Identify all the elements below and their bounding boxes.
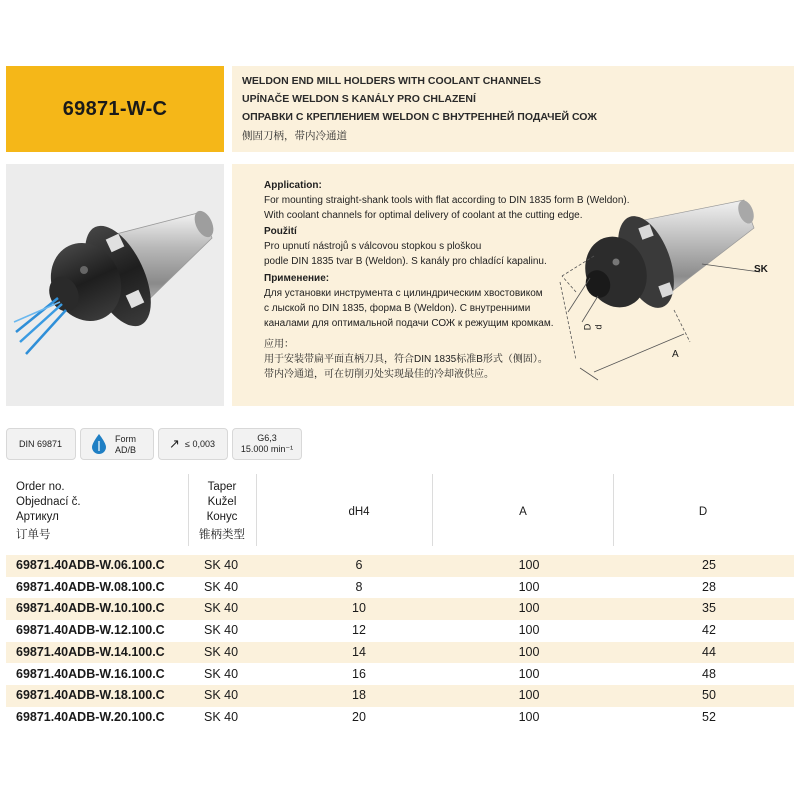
header-divider bbox=[432, 474, 433, 546]
a-cell: 100 bbox=[518, 688, 540, 703]
order-number-cell: 69871.40ADB-W.18.100.C bbox=[16, 688, 165, 703]
header-order-ru: Артикул bbox=[16, 511, 59, 523]
taper-cell: SK 40 bbox=[204, 601, 239, 616]
order-number-cell: 69871.40ADB-W.06.100.C bbox=[16, 558, 165, 572]
table-row bbox=[6, 598, 794, 620]
drawing-label-d-upper: D bbox=[582, 323, 593, 331]
d-cell: 50 bbox=[702, 688, 716, 703]
header-taper-en: Taper bbox=[207, 481, 237, 493]
dh4-cell: 14 bbox=[352, 644, 366, 659]
dh4-cell: 20 bbox=[352, 709, 366, 724]
application-heading-en: Application: bbox=[264, 180, 322, 191]
a-cell: 100 bbox=[518, 558, 540, 572]
order-number-cell: 69871.40ADB-W.14.100.C bbox=[16, 644, 165, 659]
application-text-cn-1: 用于安装带扁平面直柄刀具，符合DIN 1835标准B形式（侧固）。 bbox=[264, 354, 548, 365]
order-number-cell: 69871.40ADB-W.16.100.C bbox=[16, 666, 165, 681]
title-en: WELDON END MILL HOLDERS WITH COOLANT CHANNELS bbox=[242, 75, 542, 87]
application-text-en-1: For mounting straight-shank tools with flat according to DIN 1835 form B (Weldon). bbox=[264, 195, 630, 206]
drawing-label-d-lower: d bbox=[593, 324, 604, 330]
table-row bbox=[6, 555, 794, 577]
taper-cell: SK 40 bbox=[204, 666, 239, 681]
description-panel bbox=[232, 164, 794, 406]
product-photo-panel bbox=[6, 164, 224, 406]
form-badge bbox=[80, 428, 154, 460]
d-cell: 44 bbox=[702, 644, 716, 659]
order-number-cell: 69871.40ADB-W.08.100.C bbox=[16, 579, 165, 594]
application-text-cz-2: podle DIN 1835 tvar B (Weldon). S kanály pro chladící kapalinu. bbox=[264, 256, 547, 267]
header-order-cz: Objednací č. bbox=[16, 496, 81, 508]
application-heading-ru: Применение: bbox=[264, 273, 330, 284]
d-cell: 25 bbox=[702, 558, 716, 572]
title-ru: ОПРАВКИ С КРЕПЛЕНИЕМ WELDON С ВНУТРЕННЕЙ ПОДАЧЕЙ СОЖ bbox=[242, 111, 597, 123]
a-cell: 100 bbox=[518, 601, 540, 616]
dh4-cell: 16 bbox=[352, 666, 366, 681]
application-heading-cn: 应用： bbox=[264, 339, 294, 350]
taper-cell: SK 40 bbox=[204, 558, 239, 572]
application-text-en-2: With coolant channels for optimal delivery of coolant at the cutting edge. bbox=[264, 210, 583, 221]
table-row bbox=[6, 577, 794, 599]
taper-cell: SK 40 bbox=[204, 644, 239, 659]
dh4-cell: 18 bbox=[352, 688, 366, 703]
runout-badge bbox=[158, 428, 228, 460]
a-cell: 100 bbox=[518, 644, 540, 659]
d-cell: 28 bbox=[702, 579, 716, 594]
order-number-cell: 69871.40ADB-W.20.100.C bbox=[16, 709, 165, 724]
table-row bbox=[6, 664, 794, 686]
d-cell: 52 bbox=[702, 709, 716, 724]
header-taper-ru: Конус bbox=[206, 511, 238, 523]
application-heading-cz: Použití bbox=[264, 226, 297, 237]
header-divider bbox=[613, 474, 614, 546]
dh4-cell: 6 bbox=[355, 558, 363, 572]
drawing-label-sk: SK bbox=[754, 264, 768, 275]
dh4-cell: 12 bbox=[352, 623, 366, 638]
title-cz: UPÍNAČE WELDON S KANÁLY PRO CHLAZENÍ bbox=[242, 93, 476, 105]
a-cell: 100 bbox=[518, 709, 540, 724]
table-row bbox=[6, 685, 794, 707]
taper-cell: SK 40 bbox=[204, 623, 239, 638]
header-dh4: dH4 bbox=[348, 506, 370, 518]
taper-cell: SK 40 bbox=[204, 688, 239, 703]
title-cn: 侧固刀柄，带内冷通道 bbox=[242, 130, 347, 142]
header-divider bbox=[188, 474, 189, 546]
application-text-ru-1: Для установки инструмента с цилиндрическим хвостовиком bbox=[264, 288, 543, 299]
coolant-drop-icon bbox=[89, 433, 109, 455]
application-text-ru-2: с лыской по DIN 1835, форма B (Weldon). С внутренними bbox=[264, 303, 531, 314]
header-taper-cz: Kužel bbox=[207, 496, 237, 508]
d-cell: 42 bbox=[702, 623, 716, 638]
balance-badge bbox=[232, 428, 302, 460]
header-order-cn: 订单号 bbox=[16, 529, 51, 541]
din-label: DIN 69871 bbox=[19, 439, 63, 449]
d-cell: 48 bbox=[702, 666, 716, 681]
form-label: Form bbox=[115, 434, 136, 444]
runout-value: ≤ 0,003 bbox=[185, 439, 215, 449]
taper-cell: SK 40 bbox=[204, 709, 239, 724]
title-box bbox=[232, 66, 794, 152]
header-order-en: Order no. bbox=[16, 481, 65, 493]
a-cell: 100 bbox=[518, 666, 540, 681]
a-cell: 100 bbox=[518, 579, 540, 594]
header-divider bbox=[256, 474, 257, 546]
table-row bbox=[6, 642, 794, 664]
dh4-cell: 8 bbox=[355, 579, 363, 594]
a-cell: 100 bbox=[518, 623, 540, 638]
product-code-box bbox=[6, 66, 224, 152]
table-row bbox=[6, 707, 794, 729]
header-taper-cn: 锥柄类型 bbox=[199, 529, 245, 541]
header-d: D bbox=[698, 506, 708, 518]
product-photo bbox=[6, 164, 224, 406]
table-row bbox=[6, 620, 794, 642]
order-number-cell: 69871.40ADB-W.10.100.C bbox=[16, 601, 165, 616]
dh4-cell: 10 bbox=[352, 601, 366, 616]
drawing-label-a: A bbox=[672, 349, 679, 360]
product-code: 69871-W-C bbox=[62, 97, 168, 120]
header-a: A bbox=[519, 506, 527, 518]
balance-grade: G6,3 bbox=[257, 433, 277, 443]
d-cell: 35 bbox=[702, 601, 716, 616]
form-value: AD/B bbox=[115, 445, 137, 455]
taper-cell: SK 40 bbox=[204, 579, 239, 594]
balance-speed: 15.000 min⁻¹ bbox=[240, 444, 294, 454]
application-text-ru-3: каналами для оптимальной подачи СОЖ к режущим кромкам. bbox=[264, 318, 554, 329]
din-badge bbox=[6, 428, 76, 460]
application-text-cn-2: 带内冷通道，可在切削刃处实现最佳的冷却液供应。 bbox=[264, 369, 494, 380]
order-number-cell: 69871.40ADB-W.12.100.C bbox=[16, 623, 165, 638]
runout-arrow-icon: ↗ bbox=[169, 436, 180, 451]
application-text-cz-1: Pro upnutí nástrojů s válcovou stopkou s ploškou bbox=[264, 241, 482, 252]
